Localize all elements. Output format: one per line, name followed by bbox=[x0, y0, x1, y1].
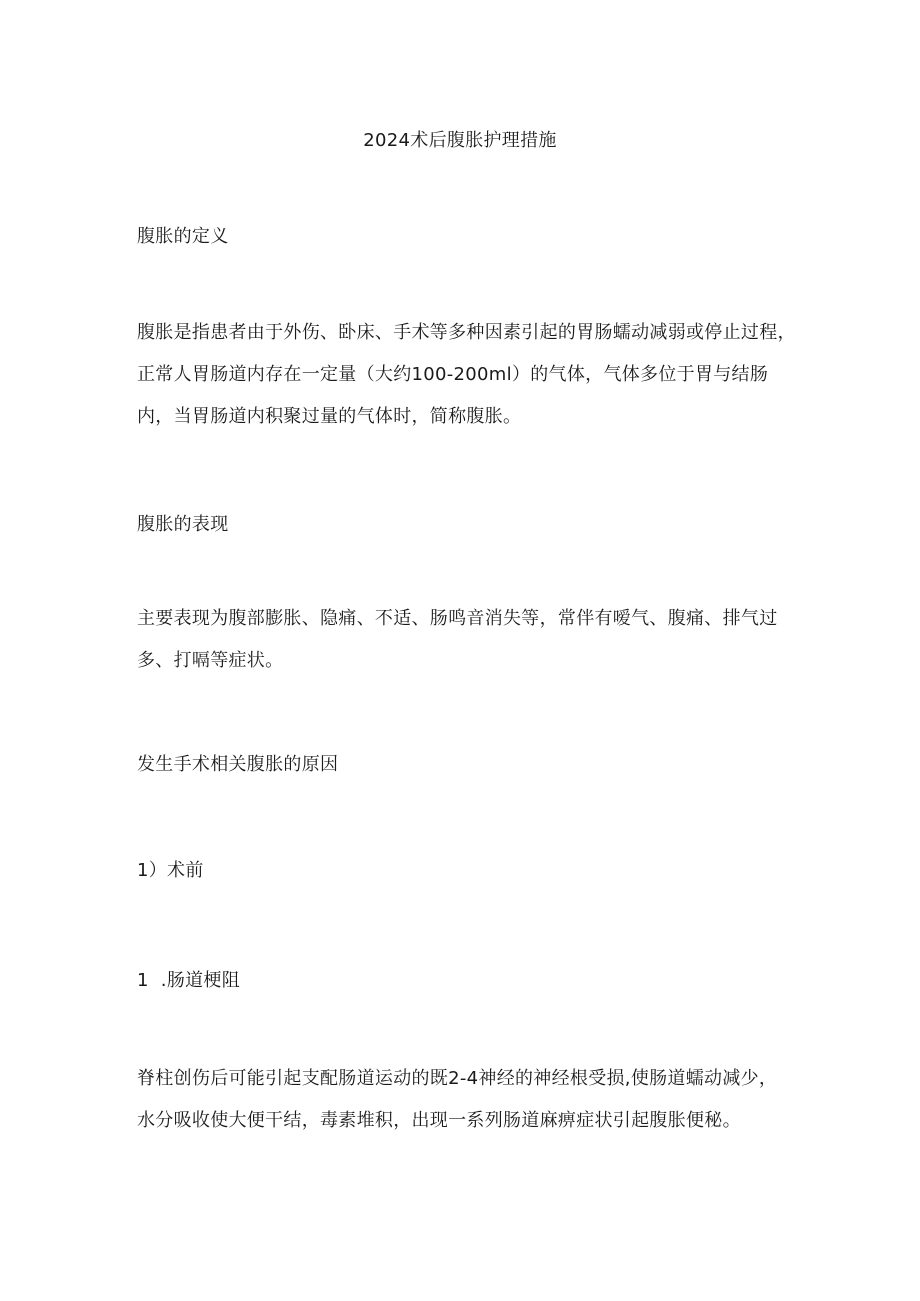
section-heading-definition: 腹胀的定义 bbox=[137, 226, 229, 247]
manifestation-paragraph bbox=[137, 606, 797, 674]
subheading-preoperative: 1）术前 bbox=[137, 860, 204, 881]
document-title: 2024术后腹胀护理措施 bbox=[363, 130, 557, 151]
definition-paragraph bbox=[137, 320, 797, 430]
section-heading-causes: 发生手术相关腹胀的原因 bbox=[137, 754, 339, 775]
section-heading-manifestation: 腹胀的表现 bbox=[137, 514, 229, 535]
paragraph-line: 腹胀是指患者由于外伤、卧床、手术等多种因素引起的胃肠蠕动减弱或停止过程， bbox=[137, 322, 796, 343]
paragraph-line: 脊柱创伤后可能引起支配肠道运动的既2-4神经的神经根受损,使肠道蠕动减少， bbox=[137, 1068, 778, 1089]
paragraph-line: 正常人胃肠道内存在一定量（大约100-200ml）的气体，气体多位于胃与结肠 bbox=[137, 364, 769, 385]
causes-paragraph bbox=[137, 1066, 797, 1134]
paragraph-line: 多、打嗝等症状。 bbox=[137, 650, 284, 671]
item-heading-intestinal-obstruction: 1 .肠道梗阻 bbox=[137, 970, 241, 991]
paragraph-line: 主要表现为腹部膨胀、隐痛、不适、肠鸣音消失等，常伴有嗳气、腹痛、排气过 bbox=[137, 608, 778, 629]
paragraph-line: 内，当胃肠道内积聚过量的气体时，简称腹胀。 bbox=[137, 406, 522, 427]
paragraph-line: 水分吸收使大便干结，毒素堆积，出现一系列肠道麻痹症状引起腹胀便秘。 bbox=[137, 1110, 741, 1131]
